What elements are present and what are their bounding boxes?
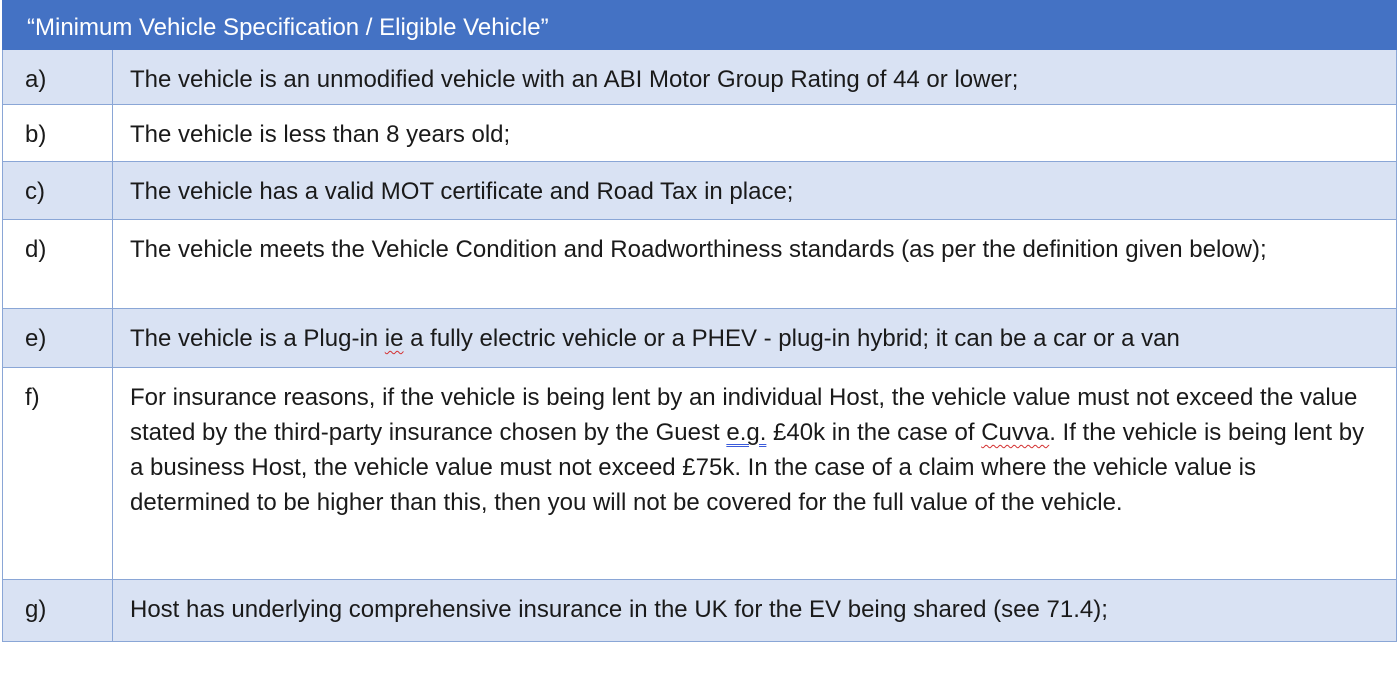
row-label: e) [3,309,113,368]
row-label: d) [3,220,113,309]
row-text [113,309,1397,368]
row-label: f) [3,368,113,580]
table-row [3,368,1397,580]
row-label: g) [3,580,113,642]
row-text-segment: The vehicle is an unmodified vehicle with an ABI Motor Group Rating of 44 or lower; [130,66,1019,93]
row-text-segment: The vehicle is less than 8 years old; [130,121,511,148]
table-row [3,220,1397,309]
row-text [113,368,1397,580]
table-header: “Minimum Vehicle Specification / Eligible Vehicle” [3,1,1397,50]
row-text [113,162,1397,220]
row-text-segment: Host has underlying comprehensive insurance in the UK for the EV being shared (see 71.4); [130,596,1108,623]
row-text-segment: . If the vehicle is being lent by a business Host, the vehicle value must not exceed £75k. In the case of a claim where the vehicle value is determined to be higher than this, then you will not be covered for the full value of the vehicle. [130,419,1365,516]
row-text-segment: The vehicle is a Plug-in [130,325,385,352]
vehicle-spec-table [2,0,1397,642]
table-row [3,105,1397,162]
row-text-segment: For insurance reasons, if the vehicle is being lent by an individual Host, the vehicle value must not exceed the value stated by the third-party insurance chosen by the Guest [130,384,1358,446]
row-text [113,580,1397,642]
row-text-segment: £40k in the case of [766,419,982,446]
row-text-segment: The vehicle has a valid MOT certificate and Road Tax in place; [130,178,794,205]
table-row [3,50,1397,105]
grammar-flag-word: e.g. [726,419,767,446]
row-text [113,50,1397,105]
row-label: b) [3,105,113,162]
row-label: a) [3,50,113,105]
spellcheck-word: Cuvva [981,419,1050,446]
table-row [3,309,1397,368]
row-text [113,220,1397,309]
table-row [3,580,1397,642]
row-text-segment: The vehicle meets the Vehicle Condition and Roadworthiness standards (as per the definition given below); [130,236,1267,263]
row-text-segment: a fully electric vehicle or a PHEV - plug-in hybrid; it can be a car or a van [403,325,1180,352]
spellcheck-word: ie [384,325,404,352]
row-label: c) [3,162,113,220]
table-header-row [3,1,1397,50]
table-row [3,162,1397,220]
row-text [113,105,1397,162]
